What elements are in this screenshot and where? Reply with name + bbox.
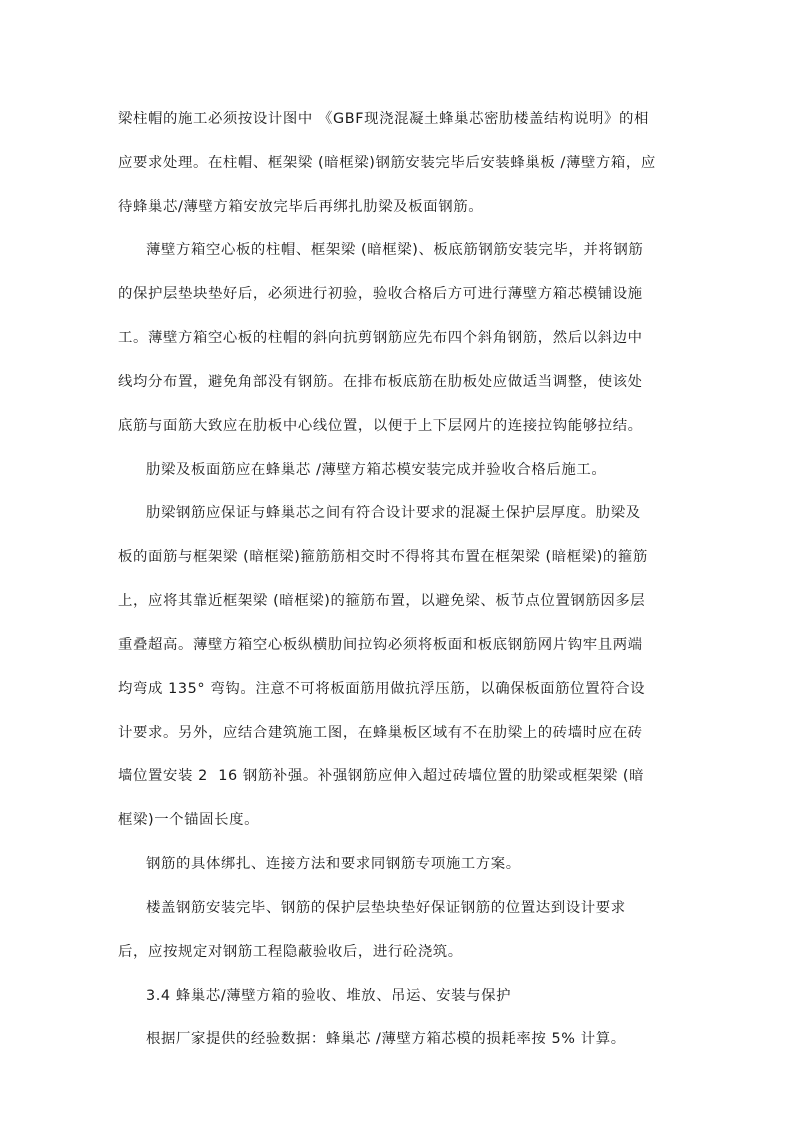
paragraph-line: 重叠超高。薄壁方箱空心板纵横肋间拉钩必须将板面和板底钢筋网片钩牢且两端 [118, 637, 643, 653]
paragraph-line: 墙位置安装 2 16 钢筋补强。补强钢筋应伸入超过砖墙位置的肋梁或框架梁 (暗 [118, 768, 645, 784]
paragraph-line: 根据厂家提供的经验数据：蜂巢芯 /薄壁方箱芯模的损耗率按 5% 计算。 [146, 1031, 626, 1047]
paragraph-line: 薄壁方箱空心板的柱帽、框架梁 (暗框梁)、板底筋钢筋安装完毕，并将钢筋 [146, 242, 644, 258]
paragraph-line: 框梁)一个锚固长度。 [118, 812, 260, 828]
paragraph-line: 钢筋的具体绑扎、连接方法和要求同钢筋专项施工方案。 [146, 856, 521, 872]
paragraph-line: 上，应将其靠近框架梁 (暗框梁)的箍筋布置，以避免梁、板节点位置钢筋因多层 [118, 593, 646, 609]
paragraph-line: 均弯成 135° 弯钩。注意不可将板面筋用做抗浮压筋，以确保板面筋位置符合设 [118, 681, 646, 697]
paragraph-line: 楼盖钢筋安装完毕、钢筋的保护层垫块垫好保证钢筋的位置达到设计要求 [146, 900, 626, 916]
paragraph-line: 的保护层垫块垫好后，必须进行初验，验收合格后方可进行薄壁方箱芯模铺设施 [118, 286, 643, 302]
paragraph-line: 底筋与面筋大致应在肋板中心线位置，以便于上下层网片的连接拉钩能够拉结。 [118, 418, 643, 434]
paragraph-line: 计要求。另外，应结合建筑施工图，在蜂巢板区域有不在肋梁上的砖墙时应在砖 [118, 725, 643, 741]
paragraph-line: 肋梁及板面筋应在蜂巢芯 /薄壁方箱芯模安装完成并验收合格后施工。 [146, 462, 607, 478]
paragraph-line: 梁柱帽的施工必须按设计图中 《GBF现浇混凝土蜂巢芯密肋楼盖结构说明》的相 [118, 111, 649, 127]
paragraph-line: 工。薄壁方箱空心板的柱帽的斜向抗剪钢筋应先布四个斜角钢筋，然后以斜边中 [118, 330, 643, 346]
section-heading: 3.4 蜂巢芯/薄壁方箱的验收、堆放、吊运、安装与保护 [146, 988, 512, 1004]
paragraph-line: 后，应按规定对钢筋工程隐蔽验收后，进行砼浇筑。 [118, 944, 463, 960]
paragraph-line: 板的面筋与框架梁 (暗框梁)箍筋筋相交时不得将其布置在框架梁 (暗框梁)的箍筋 [118, 549, 648, 565]
paragraph-line: 肋梁钢筋应保证与蜂巢芯之间有符合设计要求的混凝土保护层厚度。肋梁及 [146, 505, 641, 521]
paragraph-line: 应要求处理。在柱帽、框架梁 (暗框梁)钢筋安装完毕后安装蜂巢板 /薄壁方箱，应 [118, 155, 656, 171]
paragraph-line: 线均分布置，避免角部没有钢筋。在排布板底筋在肋板处应做适当调整，使该处 [118, 374, 643, 390]
paragraph-line: 待蜂巢芯/薄壁方箱安放完毕后再绑扎肋梁及板面钢筋。 [118, 199, 484, 215]
